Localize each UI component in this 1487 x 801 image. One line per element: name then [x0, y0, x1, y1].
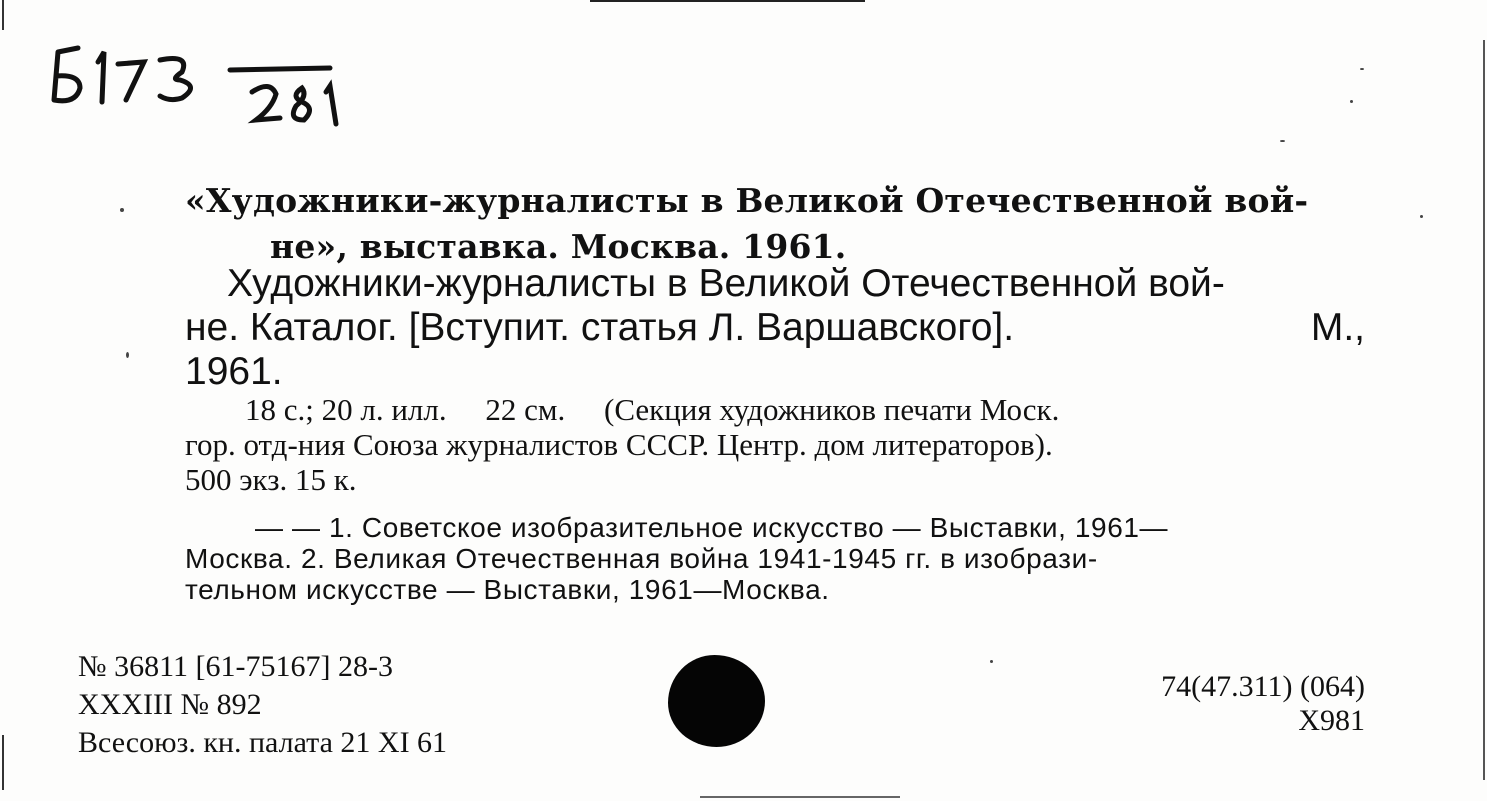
- card-heading: [185, 178, 1365, 270]
- scan-edge-left-lower: [2, 735, 4, 790]
- title-line-2: [185, 306, 1365, 350]
- subject-headings: [185, 512, 1365, 605]
- heading-line-1: «Художники-журналисты в Великой Отечественной вой-: [185, 181, 1309, 220]
- physical-description: [185, 392, 1365, 497]
- handwritten-call-number-drawing: [40, 22, 370, 132]
- scan-edge-bottom: [700, 796, 900, 798]
- subject-line-2: Москва. 2. Великая Отечественная война 1941-1945 гг. в изобрази-: [185, 543, 1098, 574]
- title-line-2-text: не. Каталог. [Вступит. статья Л. Варшавского].: [185, 306, 1015, 349]
- title-block: [185, 262, 1365, 394]
- registration-info: [78, 648, 447, 762]
- description-line-3: 500 экз. 15 к.: [185, 462, 357, 497]
- title-line-3: 1961.: [185, 350, 283, 393]
- punch-hole: [668, 655, 765, 747]
- scan-speck: [120, 208, 124, 212]
- description-line-1: 18 с.; 20 л. илл. 22 см. (Секция художников печати Моск.: [245, 392, 1060, 427]
- classification-codes: [1095, 670, 1365, 738]
- scan-speck: [126, 352, 129, 358]
- handwritten-call-number: [40, 22, 370, 132]
- registration-line-2: XXXIII № 892: [78, 688, 262, 721]
- title-line-2-place: М.,: [1310, 306, 1365, 349]
- scan-speck: [1420, 215, 1423, 218]
- scan-speck: [1280, 140, 1285, 142]
- registration-line-1: № 36811 [61-75167] 28-3: [78, 650, 393, 683]
- registration-line-3: Всесоюз. кн. палата 21 XI 61: [78, 726, 448, 759]
- subject-line-3: тельном искусстве — Выставки, 1961—Москва.: [185, 574, 830, 605]
- scan-edge-top: [590, 0, 865, 2]
- description-line-2: гор. отд-ния Союза журналистов СССР. Центр. дом литераторов).: [185, 427, 1053, 462]
- scan-speck: [990, 660, 993, 663]
- classification-line-1: 74(47.311) (064): [1161, 670, 1365, 703]
- scan-speck: [1350, 100, 1353, 103]
- classification-line-2: Х981: [1298, 704, 1365, 737]
- heading-line-2: не», выставка. Москва. 1961.: [270, 227, 847, 266]
- title-line-1: Художники-журналисты в Великой Отечественной вой-: [227, 262, 1225, 305]
- subject-line-1: — — 1. Советское изобразительное искусство — Выставки, 1961—: [255, 512, 1169, 543]
- scan-speck: [1360, 68, 1364, 70]
- scan-edge-right: [1483, 40, 1485, 780]
- scan-edge-left: [2, 0, 4, 30]
